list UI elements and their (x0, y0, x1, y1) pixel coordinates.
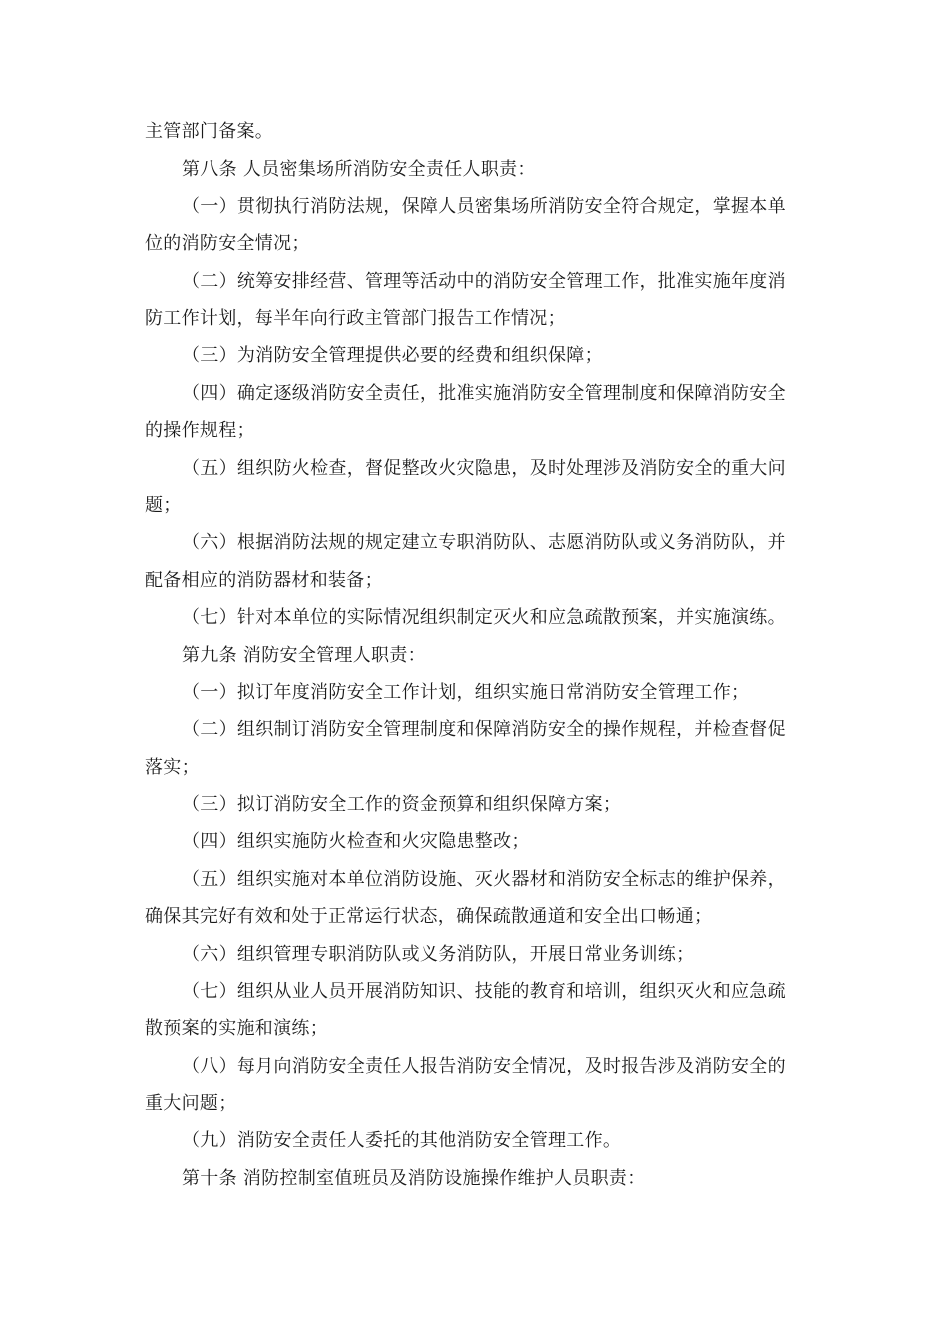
text-line: （一）贯彻执行消防法规，保障人员密集场所消防安全符合规定，掌握本单 (182, 196, 786, 217)
text-line: （二）组织制订消防安全管理制度和保障消防安全的操作规程，并检查督促 (182, 719, 786, 740)
text-line: 防工作计划，每半年向行政主管部门报告工作情况； (145, 308, 566, 329)
text-line: （三）为消防安全管理提供必要的经费和组织保障； (182, 345, 603, 366)
text-line: 确保其完好有效和处于正常运行状态，确保疏散通道和安全出口畅通； (145, 906, 713, 927)
text-line: （一）拟订年度消防安全工作计划，组织实施日常消防安全管理工作； (182, 682, 750, 703)
text-line: （二）统筹安排经营、管理等活动中的消防安全管理工作，批准实施年度消 (182, 271, 786, 292)
text-line: （九）消防安全责任人委托的其他消防安全管理工作。 (182, 1130, 622, 1151)
text-line: 落实； (145, 757, 200, 778)
article-heading: 第十条 消防控制室值班员及消防设施操作维护人员职责： (182, 1168, 646, 1189)
text-line: （六）组织管理专职消防队或义务消防队，开展日常业务训练； (182, 944, 695, 965)
text-line: （四）组织实施防火检查和火灾隐患整改； (182, 831, 530, 852)
text-line: （七）组织从业人员开展消防知识、技能的教育和培训，组织灭火和应急疏 (182, 981, 786, 1002)
text-line: 题； (145, 495, 182, 516)
text-line: （五）组织防火检查，督促整改火灾隐患，及时处理涉及消防安全的重大问 (182, 458, 786, 479)
article-heading: 第九条 消防安全管理人职责： (182, 645, 426, 666)
text-line: （六）根据消防法规的规定建立专职消防队、志愿消防队或义务消防队，并 (182, 532, 786, 553)
text-line: 主管部门备案。 (145, 121, 274, 142)
text-line: （五）组织实施对本单位消防设施、灭火器材和消防安全标志的维护保养， (182, 869, 786, 890)
text-line: （七）针对本单位的实际情况组织制定灭火和应急疏散预案，并实施演练。 (182, 607, 786, 628)
text-line: 重大问题； (145, 1093, 237, 1114)
text-line: （三）拟订消防安全工作的资金预算和组织保障方案； (182, 794, 622, 815)
text-line: 散预案的实施和演练； (145, 1018, 328, 1039)
article-heading: 第八条 人员密集场所消防安全责任人职责： (182, 159, 536, 180)
text-line: 的操作规程； (145, 420, 255, 441)
text-line: 配备相应的消防器材和装备； (145, 570, 383, 591)
text-line: （四）确定逐级消防安全责任，批准实施消防安全管理制度和保障消防安全 (182, 383, 786, 404)
text-line: （八）每月向消防安全责任人报告消防安全情况，及时报告涉及消防安全的 (182, 1056, 786, 1077)
text-line: 位的消防安全情况； (145, 233, 310, 254)
